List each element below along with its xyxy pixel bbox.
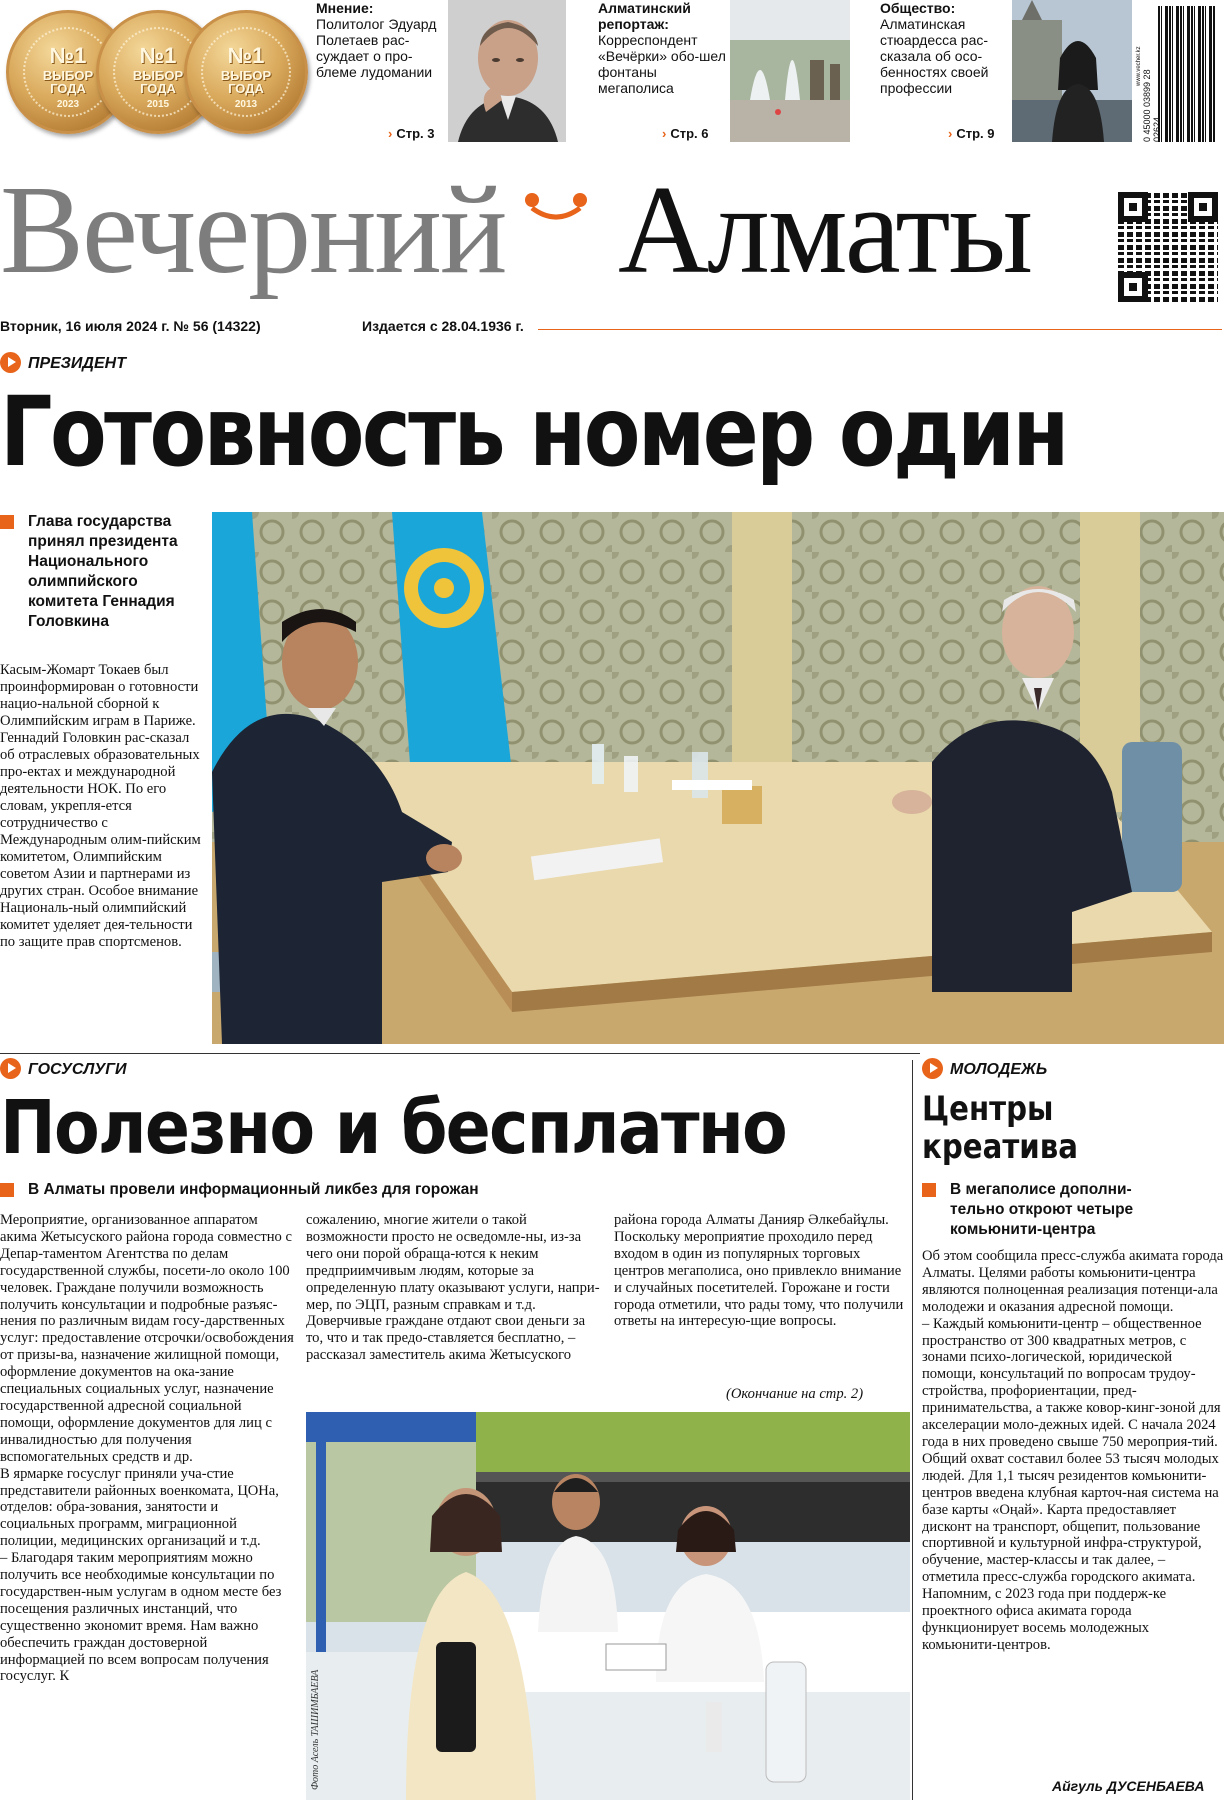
fountain-illustration [730,0,850,142]
barcode [1158,6,1216,142]
orange-rule [538,329,1222,330]
stewardess-illustration [1012,0,1132,142]
play-icon [922,1058,943,1079]
teaser-report[interactable]: Алматинский репортаж: Корреспондент «Вечёрки» обо-шел фонтаны мегаполиса [598,0,726,96]
publication-since: Издается с 28.04.1936 г. [362,318,524,334]
rubric-gosuslugi[interactable]: ГОСУСЛУГИ [0,1058,127,1079]
rubric-molodezh[interactable]: МОЛОДЕЖЬ [922,1058,1047,1079]
portrait-illustration [448,0,566,142]
square-marker-icon [0,1183,14,1197]
page-link-6[interactable]: › Стр. 6 [662,126,709,141]
gov-body-col1: Мероприятие, организованное аппаратом акима Жетысуского района города совместно с Депар-таментом Агентства по делам государственной службы, посети-ло около 100 человек. Граждане получили возможность получить консультации и подробные разъяс-нения по различным видам госу-дарственных услуг: предоставление отсрочки/освобождения от призы-ва, назначение жилищной помощи, оформление документов на ока-зание специальных социальных услуг, назначение государственной адресной социальной помощи, оформление документов для лиц с инвалидностью для получения вспомогательных средств и др. В ярмарке госуслуг приняли уча-стие представители районных военкомата, ЦОНа, отделов: обра-зования, занятости и социальных программ, миграционной полиции, медицинских организаций и т.д. – Благодаря таким мероприятиям можно получить все необходимые консультации по государствен-ным услугам в одном месте без посещения различных инстанций, что существенно экономит время. Нам важно обеспечить граждан достоверной информацией по всем вопросам получения госуслуг. К [0,1212,294,1685]
masthead-smile-logo [524,192,588,222]
square-marker-icon [0,515,14,529]
main-headline: Готовность номер один [0,376,1067,488]
gov-body-col3: района города Алматы Данияр Әлкебайұлы. Поскольку мероприятие проходило перед входом в один из популярных торговых центров мегаполиса, оно привлекло внимание и случайных посетителей. Горожане и гости города отметили, что рады тому, что получили ответы на интересую-щие вопросы. [614,1212,904,1330]
qr-code[interactable] [1118,192,1218,302]
portrait-photo-poletaev [448,0,566,142]
issue-dateline: Вторник, 16 июля 2024 г. № 56 (14322) [0,318,261,334]
square-marker-icon [922,1183,936,1197]
gov-body-col2: сожалению, многие жители о такой возможности просто не осведомле-ны, из-за чего они порой обраща-ются к неким предприимчивым людям, которые за определенную плату оказывают услуги, напри-мер, по ЭЦП, разным справкам и т.д. Доверчивые граждане отдают свои деньги за то, что и так предо-ставляется бесплатно, – рассказал заместитель акима Жетысуского [306,1212,600,1364]
stewardess-photo [1012,0,1132,142]
main-lead: Глава государства принял президента Национального олимпийского комитета Геннадия Головкина [0,512,200,632]
main-story-photo [212,512,1224,1044]
fountain-photo [730,0,850,142]
play-icon [0,352,21,373]
teaser-opinion[interactable]: Мнение: Политолог Эдуард Полетаев рас-суждает о про-блеме лудомании [316,0,437,80]
continuation-note[interactable]: (Окончание на стр. 2) [726,1386,864,1402]
photo-credit: Фото Асель ТАШИМБАЕВА [310,1669,321,1790]
youth-body-text: Об этом сообщила пресс-служба акимата города Алматы. Целями работы комьюнити-центра являются полноценная реализация потенци-ала молодежи и оказания адресной помощи. – Каждый комьюнити-центр – общественное пространство от 300 квадратных метров, с зонами психо-логической, юридической помощи, консультаций по вопросам трудоу-стройства, профориентации, пред-принимательства, а также ковор-кинг-зоной для акселерации моло-дежных идей. С начала 2024 года в них проведено свыше 750 мероприя-тий. Общий охват составил более 53 тысяч молодых людей. Для 1,1 тысяч резидентов комьюнити-центров введена клубная карточ-ная система на базе карты «Оңай». Карта предоставляет дисконт на транспорт, общепит, пользование спортивной и культурной инфра-структурой, обучение, мастер-классы и так далее, – отметила пресс-служба городского акимата. Напомним, с 2023 года при поддерж-ке проектного офиса акимата города функционирует восемь молодежных комьюнити-центров. [922,1248,1224,1653]
award-medal: №1 ВЫБОР ГОДА 2015 [96,10,220,134]
masthead-word2: Алматы [618,161,1032,300]
section-divider [0,1053,920,1054]
page-link-3[interactable]: › Стр. 3 [388,126,435,141]
rubric-president[interactable]: ПРЕЗИДЕНТ [0,352,126,373]
masthead-word1: Вечерний [0,161,506,300]
play-icon [0,1058,21,1079]
gov-headline: Полезно и бесплатно [0,1085,787,1171]
gov-story-photo [306,1412,910,1800]
award-medal: №1 ВЫБОР ГОДА 2023 [6,10,130,134]
main-body-text: Касым-Жомарт Токаев был проинформирован о готовности нацио-нальной сборной к Олимпийским играм в Париже. Геннадий Головкин рас-сказал об отраслевых образовательных про-ектах и международной деятельности НОК. По его словам, укрепля-ется сотрудничество с Международным олим-пийским комитетом, Олимпийским советом Азии и партнерами из других стран. Особое внимание Националь-ный олимпийский комитет уделяет дея-тельности по защите прав спортсменов. [0,662,201,950]
gov-lead: В Алматы провели информационный ликбез для горожан [0,1180,780,1200]
youth-headline: Центры креатива [922,1089,1079,1167]
barcode-digits: 0 45000 03899 28 02624 [1142,69,1162,142]
consultation-illustration [306,1412,910,1800]
website-text: www.vecher.kz [1136,46,1142,86]
youth-author: Айгуль ДУСЕНБАЕВА [1052,1778,1205,1794]
column-divider [912,1060,913,1800]
award-medal: №1 ВЫБОР ГОДА 2013 [184,10,308,134]
page-link-9[interactable]: › Стр. 9 [948,126,995,141]
meeting-illustration [212,512,1224,1044]
teaser-society[interactable]: Общество: Алматинская стюардесса рас-сказала об осо-бенностях своей профессии [880,0,989,96]
youth-lead: В мегаполисе дополни-тельно откроют четыре комьюнити-центра [922,1180,1162,1240]
